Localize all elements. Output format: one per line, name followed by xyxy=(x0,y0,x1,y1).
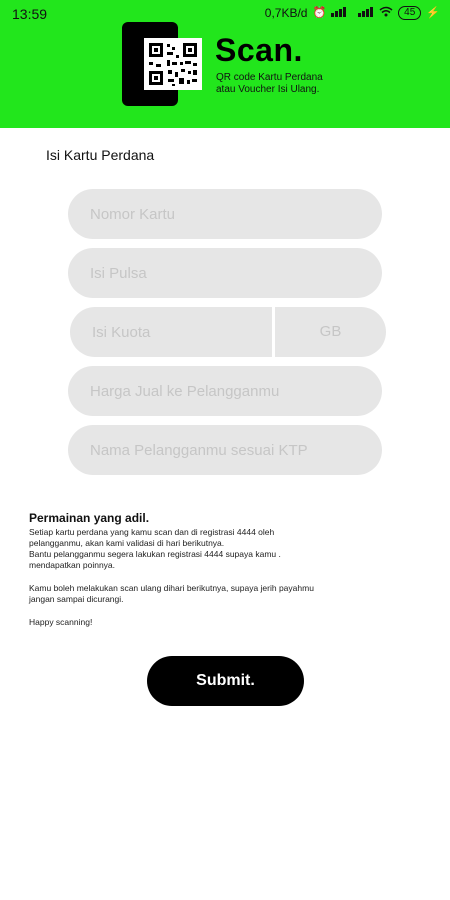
nomor-kartu-input[interactable] xyxy=(68,189,382,239)
info-line: pelangganmu, akan kami validasi di hari berikutnya. xyxy=(29,538,225,548)
app-title: Scan. xyxy=(215,32,303,68)
nama-pelanggan-input[interactable] xyxy=(68,425,382,475)
app-subtitle-line1: QR code Kartu Perdana xyxy=(216,72,323,83)
info-line: jangan sampai dicurangi. xyxy=(29,594,124,604)
status-bar xyxy=(0,0,450,30)
status-time: 13:59 xyxy=(12,6,48,22)
network-speed: 0,7KB/d xyxy=(264,6,308,20)
info-line: Happy scanning! xyxy=(29,617,93,627)
section-title: Isi Kartu Perdana xyxy=(46,147,155,163)
info-title: Permainan yang adil. xyxy=(29,511,150,525)
signal-icon-2 xyxy=(358,6,374,20)
battery-indicator: 45 xyxy=(398,6,421,20)
charging-icon: ⚡ xyxy=(426,7,440,19)
alarm-icon: ⏰ xyxy=(312,7,327,19)
kuota-unit-field[interactable] xyxy=(275,307,386,357)
submit-button[interactable]: Submit. xyxy=(147,656,304,706)
info-line: Kamu boleh melakukan scan ulang dihari berikutnya, supaya jerih payahmu xyxy=(29,583,314,593)
info-line: mendapatkan poinnya. xyxy=(29,560,116,570)
isi-kuota-input[interactable] xyxy=(70,307,272,357)
info-line: Setiap kartu perdana yang kamu scan dan di registrasi 4444 oleh xyxy=(29,527,275,537)
info-line: Bantu pelangganmu segera lakukan registrasi 4444 supaya kamu . xyxy=(29,549,281,559)
kuota-unit-label: GB xyxy=(319,323,342,340)
harga-jual-input[interactable] xyxy=(68,366,382,416)
phone-qr-logo xyxy=(122,22,206,106)
app-subtitle xyxy=(216,72,376,96)
isi-pulsa-input[interactable] xyxy=(68,248,382,298)
app-header xyxy=(0,0,450,128)
signal-icon xyxy=(331,6,353,20)
wifi-icon xyxy=(379,6,393,20)
app-subtitle-line2: atau Voucher Isi Ulang. xyxy=(216,84,320,95)
kuota-row xyxy=(70,307,386,357)
status-indicators xyxy=(265,6,440,20)
